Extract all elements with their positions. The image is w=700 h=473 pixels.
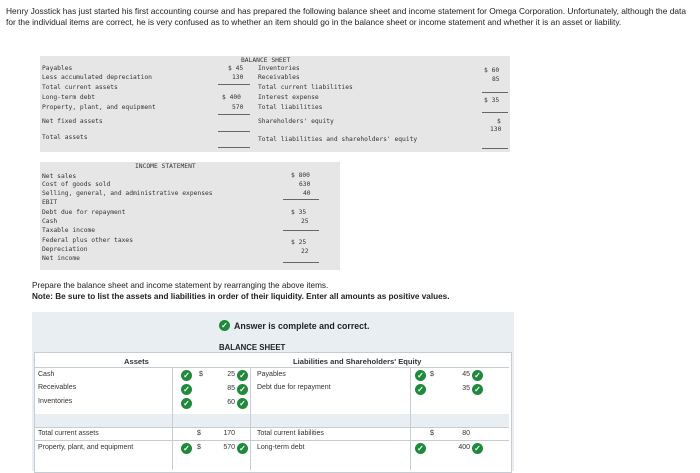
check-circle-icon: ✓ xyxy=(472,370,483,381)
orig-is-value: $ 25 xyxy=(291,239,307,246)
orig-is-label: Net sales xyxy=(42,173,77,180)
dollar-sign: $ xyxy=(430,430,434,437)
orig-bs-rule xyxy=(482,112,508,113)
orig-is-value: 22 xyxy=(301,248,309,255)
orig-bs-left-value: $ 400 xyxy=(222,94,241,101)
orig-is-value: 630 xyxy=(299,181,311,188)
orig-bs-left-label: Total current assets xyxy=(42,84,118,91)
assets-header: Assets xyxy=(124,357,149,366)
orig-bs-rule xyxy=(218,131,250,132)
orig-is-label: Depreciation xyxy=(42,246,88,253)
check-circle-icon: ✓ xyxy=(181,443,192,454)
liab-label-debt-due[interactable]: Debt due for repayment xyxy=(257,384,331,391)
orig-bs-rule xyxy=(218,84,250,85)
asset-value-receivables[interactable]: 85 xyxy=(227,385,235,392)
table-divider xyxy=(35,427,509,428)
check-circle-icon: ✓ xyxy=(415,370,426,381)
orig-is-rule xyxy=(283,262,319,263)
orig-bs-right-label: Total liabilities and shareholders' equity xyxy=(258,136,418,143)
answer-status xyxy=(219,320,369,331)
orig-is-label: Selling, general, and administrative expenses xyxy=(42,190,213,197)
orig-is-value: 25 xyxy=(301,218,309,225)
orig-bs-left-value: 570 xyxy=(232,104,244,111)
check-circle-icon: ✓ xyxy=(237,370,248,381)
check-circle-icon: ✓ xyxy=(237,384,248,395)
orig-is-value: 40 xyxy=(303,190,311,197)
asset-label-cash[interactable]: Cash xyxy=(38,371,55,378)
orig-bs-right-value: 85 xyxy=(492,76,500,83)
orig-bs-right-value: 130 xyxy=(490,126,502,133)
ppe-value[interactable]: 570 xyxy=(223,444,235,451)
liabilities-header: Liabilities and Shareholders' Equity xyxy=(293,357,422,366)
check-circle-icon: ✓ xyxy=(415,443,426,454)
orig-is-label: EBIT xyxy=(42,199,58,206)
orig-bs-rule xyxy=(482,148,508,149)
column-divider xyxy=(250,368,251,470)
orig-bs-left-value: $ 45 xyxy=(228,65,244,72)
liab-label-payables[interactable]: Payables xyxy=(257,371,286,378)
column-divider xyxy=(410,368,411,470)
orig-bs-right-label: Inventories xyxy=(258,65,300,72)
orig-bs-right-value: $ 60 xyxy=(484,67,500,74)
check-circle-icon: ✓ xyxy=(219,320,230,331)
check-circle-icon: ✓ xyxy=(472,443,483,454)
long-term-debt-value[interactable]: 400 xyxy=(458,444,470,451)
orig-is-label: Net income xyxy=(42,255,80,262)
table-divider xyxy=(35,367,509,368)
long-term-debt-label[interactable]: Long-term debt xyxy=(257,444,305,451)
check-circle-icon: ✓ xyxy=(415,384,426,395)
orig-bs-right-label: Shareholders' equity xyxy=(258,118,334,125)
orig-bs-title: BALANCE SHEET xyxy=(241,57,291,64)
orig-is-label: Federal plus other taxes xyxy=(42,237,133,244)
orig-bs-left-label: Payables xyxy=(42,65,73,72)
balance-sheet-title: BALANCE SHEET xyxy=(219,343,286,352)
check-circle-icon: ✓ xyxy=(181,398,192,409)
orig-bs-left-label: Total assets xyxy=(42,134,88,141)
orig-is-label: Debt due for repayment xyxy=(42,209,126,216)
orig-bs-left-label: Property, plant, and equipment xyxy=(42,104,156,111)
liab-value-debt-due[interactable]: 35 xyxy=(462,385,470,392)
check-circle-icon: ✓ xyxy=(237,443,248,454)
orig-bs-left-value: 130 xyxy=(232,74,244,81)
problem-intro: Henry Josstick has just started his first accounting course and has prepared the following balance sheet and income statement for Omega Corporation. Unfortunately, although the data for the individual items are correct, he is very confused as to whether an item should go in the balance sheet or income statement and whether it is an asset or liability. xyxy=(6,6,686,27)
orig-bs-right-value: $ xyxy=(497,118,501,125)
check-circle-icon: ✓ xyxy=(237,398,248,409)
orig-bs-right-label: Interest expense xyxy=(258,94,319,101)
orig-bs-right-label: Total current liabilities xyxy=(258,84,353,91)
total-current-assets-label: Total current assets xyxy=(38,430,99,437)
orig-bs-right-label: Total liabilities xyxy=(258,104,323,111)
dollar-sign: $ xyxy=(199,371,203,378)
check-circle-icon: ✓ xyxy=(472,384,483,395)
total-current-assets-value: 170 xyxy=(223,430,235,437)
asset-label-inventories[interactable]: Inventories xyxy=(38,398,73,405)
liab-value-payables[interactable]: 45 xyxy=(462,371,470,378)
ppe-label[interactable]: Property, plant, and equipment xyxy=(38,444,134,451)
orig-is-title: INCOME STATEMENT xyxy=(135,163,196,170)
orig-is-value: $ 35 xyxy=(291,209,307,216)
orig-is-rule xyxy=(283,230,319,231)
dollar-sign: $ xyxy=(197,444,201,451)
dollar-sign: $ xyxy=(430,371,434,378)
table-spacer-row xyxy=(35,414,509,427)
orig-is-label: Cash xyxy=(42,218,58,225)
orig-bs-rule xyxy=(218,147,250,148)
asset-value-inventories[interactable]: 60 xyxy=(227,399,235,406)
instructions: Prepare the balance sheet and income statement by rearranging the above items. xyxy=(32,281,329,290)
dollar-sign: $ xyxy=(197,430,201,437)
total-current-liabilities-label: Total current liabilities xyxy=(257,430,324,437)
asset-value-cash[interactable]: 25 xyxy=(227,371,235,378)
orig-is-label: Taxable income xyxy=(42,227,96,234)
orig-is-label: Cost of goods sold xyxy=(42,181,111,188)
total-current-liabilities-value: 80 xyxy=(462,430,470,437)
answer-status-text: Answer is complete and correct. xyxy=(234,320,370,331)
orig-bs-rule xyxy=(482,92,508,93)
instruction-note: Note: Be sure to list the assets and liabilities in order of their liquidity. Enter all amounts as positive values. xyxy=(32,292,450,301)
check-circle-icon: ✓ xyxy=(181,384,192,395)
orig-bs-left-label: Net fixed assets xyxy=(42,118,103,125)
orig-is-value: $ 800 xyxy=(291,172,310,179)
asset-label-receivables[interactable]: Receivables xyxy=(38,384,77,391)
orig-bs-rule xyxy=(218,114,250,115)
orig-bs-right-label: Receivables xyxy=(258,74,300,81)
orig-bs-right-value: $ 35 xyxy=(484,97,500,104)
orig-bs-left-label: Long-term debt xyxy=(42,94,96,101)
table-divider xyxy=(35,440,509,441)
column-divider xyxy=(172,368,173,470)
orig-bs-left-label: Less accumulated depreciation xyxy=(42,74,152,81)
orig-is-rule xyxy=(283,199,319,200)
check-circle-icon: ✓ xyxy=(181,370,192,381)
